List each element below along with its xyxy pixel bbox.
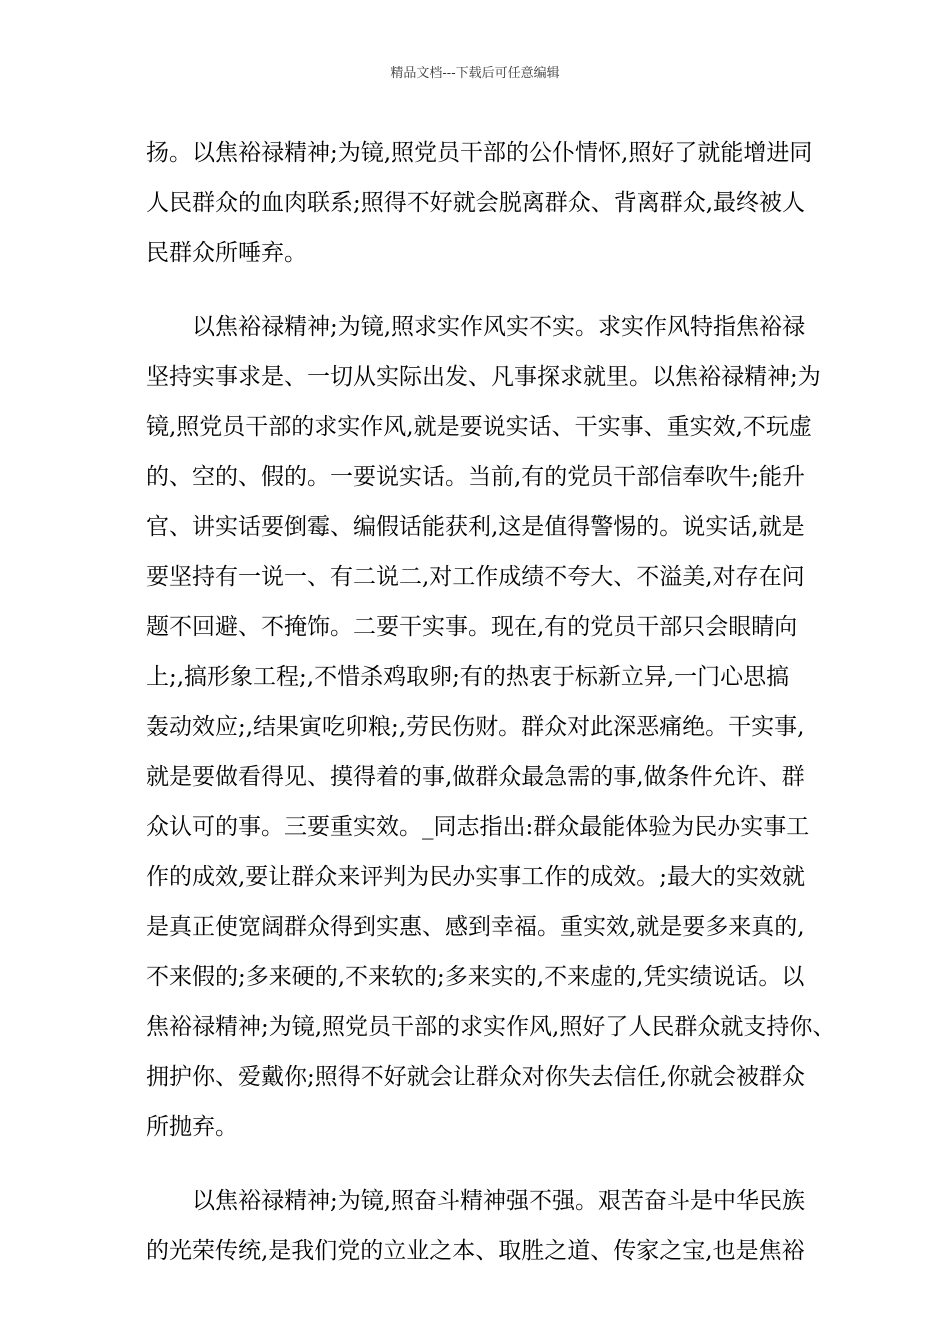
text-line: 镜,照党员干部的求实作风,就是要说实话、干实事、重实效,不玩虚 <box>146 414 812 440</box>
text-line: 的光荣传统,是我们党的立业之本、取胜之道、传家之宝,也是焦裕 <box>146 1238 805 1264</box>
text-line: 题不回避、不掩饰。二要干实事。现在,有的党员干部只会眼睛向 <box>146 614 798 640</box>
text-line: 是真正使宽阔群众得到实惠、感到幸福。重实效,就是要多来真的, <box>146 914 805 940</box>
paragraph-2 <box>146 302 836 1152</box>
paragraph-1 <box>146 128 826 278</box>
text-line: 就是要做看得见、摸得着的事,做群众最急需的事,做条件允许、群 <box>146 764 805 790</box>
page-header: 精品文档---下载后可任意编辑 <box>390 66 560 81</box>
paragraph-3 <box>146 1176 826 1276</box>
text-line: 作的成效,要让群众来评判为民办实事工作的成效。;最大的实效就 <box>146 864 806 890</box>
text-line: 要坚持有一说一、有二说二,对工作成绩不夸大、不溢美,对存在问 <box>146 564 805 590</box>
text-line: 拥护你、爱戴你;照得不好就会让群众对你失去信任,你就会被群众 <box>146 1064 806 1090</box>
text-line: 焦裕禄精神;为镜,照党员干部的求实作风,照好了人民群众就支持你、 <box>146 1014 836 1040</box>
text-line: 坚持实事求是、一切从实际出发、凡事探求就里。以焦裕禄精神;为 <box>146 364 821 390</box>
text-line: 不来假的;多来硬的,不来软的;多来实的,不来虚的,凭实绩说话。以 <box>146 964 805 990</box>
text-line: 官、讲实话要倒霉、编假话能获利,这是值得警惕的。说实话,就是 <box>146 514 805 540</box>
text-line: 民群众所唾弃。 <box>146 240 307 266</box>
text-line: 以焦裕禄精神;为镜,照求实作风实不实。求实作风特指焦裕禄 <box>146 314 806 340</box>
text-line: 以焦裕禄精神;为镜,照奋斗精神强不强。艰苦奋斗是中华民族 <box>146 1188 806 1214</box>
text-line: 扬。以焦裕禄精神;为镜,照党员干部的公仆情怀,照好了就能增进同 <box>146 140 813 166</box>
text-line: 人民群众的血肉联系;照得不好就会脱离群众、背离群众,最终被人 <box>146 190 806 216</box>
document-body <box>146 128 836 1276</box>
text-line: 的、空的、假的。一要说实话。当前,有的党员干部信奉吹牛;能升 <box>146 464 806 490</box>
text-line: 上;,搞形象工程;,不惜杀鸡取卵;有的热衷于标新立异,一门心思搞 <box>146 664 790 690</box>
text-line: 众认可的事。三要重实效。_同志指出:群众最能体验为民办实事工 <box>146 814 810 840</box>
text-line: 轰动效应;,结果寅吃卯粮;,劳民伤财。群众对此深恶痛绝。干实事, <box>146 714 805 740</box>
text-line: 所抛弃。 <box>146 1114 238 1140</box>
